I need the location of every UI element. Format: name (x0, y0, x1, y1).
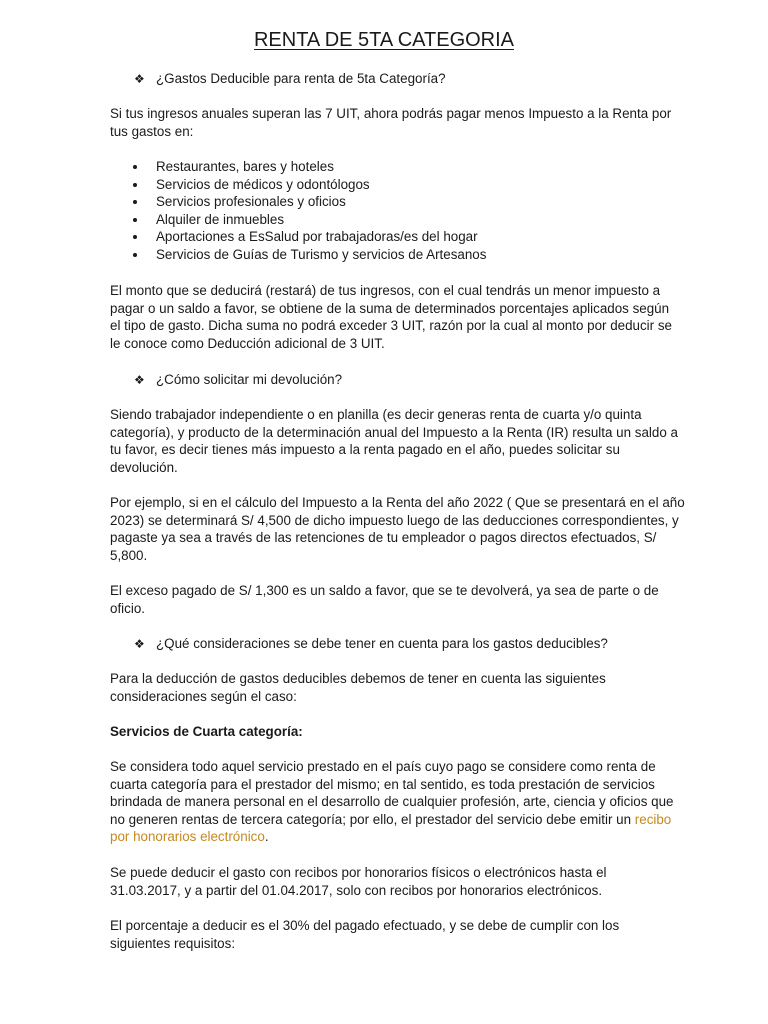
diamond-bullet-icon: ❖ (134, 373, 145, 387)
question-deductible-expenses (134, 70, 446, 89)
fourth-category-paragraph: Se considera todo aquel servicio prestado en el país cuyo pago se considere como renta de cuarta categoría para el prestador del mismo; en tal sentido, es toda prestación de servicios brindada de manera personal en el desarrollo de cualquier profesión, arte, ciencia y oficios que no generen rentas de tercera categoría; por ello, el prestador del servicio debe emitir un recibo por honorarios electrónico. (110, 759, 674, 845)
bullet-icon (133, 235, 137, 239)
worker-refund-paragraph: Siendo trabajador independiente o en planilla (es decir generas renta de cuarta y/o quinta categoría), y producto de la determinación anual del Impuesto a la Renta (IR) resulta un saldo a tu favor, es decir tienes más impuesto a la renta pagado en el año, puedes solicitar su devolución. (110, 407, 678, 475)
page-title: RENTA DE 5TA CATEGORIA (253, 29, 515, 51)
list-item: Servicios de médicos y odontólogos (133, 176, 486, 194)
list-item: Servicios de Guías de Turismo y servicios de Artesanos (133, 246, 486, 264)
question-considerations (134, 635, 608, 654)
percentage-paragraph: El porcentaje a deducir es el 30% del pagado efectuado, y se debe de cumplir con los siguientes requisitos: (110, 918, 620, 951)
deduction-amount-paragraph: El monto que se deducirá (restará) de tus ingresos, con el cual tendrás un menor impuesto a pagar o un saldo a favor, se obtiene de la suma de determinados porcentajes aplicados según el tipo de gasto. Dicha suma no podrá exceder 3 UIT, razón por la cual al monto por deducir se le conoce como Deducción adicional de 3 UIT. (110, 283, 672, 351)
electronic-receipt-link[interactable]: recibo por honorarios electrónico (110, 811, 672, 845)
question-text: ¿Gastos Deducible para renta de 5ta Categoría? (156, 71, 446, 86)
list-item: Servicios profesionales y oficios (133, 193, 486, 211)
bullet-icon (133, 165, 137, 169)
list-item: Alquiler de inmuebles (133, 211, 486, 229)
excess-paragraph: El exceso pagado de S/ 1,300 es un saldo a favor, que se te devolverá, ya sea de parte o de oficio. (110, 583, 659, 616)
bullet-icon (133, 218, 137, 222)
considerations-paragraph: Para la deducción de gastos deducibles debemos de tener en cuenta las siguientes consideraciones según el caso: (110, 671, 606, 704)
bullet-icon (133, 253, 137, 257)
subheading-fourth-category: Servicios de Cuarta categoría: (110, 724, 303, 739)
diamond-bullet-icon: ❖ (134, 637, 145, 651)
diamond-bullet-icon: ❖ (134, 72, 145, 86)
example-paragraph: Por ejemplo, si en el cálculo del Impuesto a la Renta del año 2022 ( Que se presentará en el año 2023) se determinará S/ 4,500 de dicho impuesto luego de las deducciones correspondientes, y pagaste ya sea a través de las retenciones de tu empleador o pagos directos efectuados, S/ 5,800. (110, 495, 685, 563)
question-text: ¿Cómo solicitar mi devolución? (156, 372, 343, 387)
intro-paragraph: Si tus ingresos anuales superan las 7 UIT, ahora podrás pagar menos Impuesto a la Renta por tus gastos en: (110, 106, 672, 139)
expense-list (133, 158, 486, 264)
question-text: ¿Qué consideraciones se debe tener en cuenta para los gastos deducibles? (156, 636, 608, 651)
question-refund-request (134, 371, 342, 390)
list-item: Aportaciones a EsSalud por trabajadoras/es del hogar (133, 228, 486, 246)
bullet-icon (133, 200, 137, 204)
bullet-icon (133, 183, 137, 187)
receipts-paragraph: Se puede deducir el gasto con recibos por honorarios físicos o electrónicos hasta el 31.03.2017, y a partir del 01.04.2017, solo con recibos por honorarios electrónicos. (110, 865, 607, 898)
list-item: Restaurantes, bares y hoteles (133, 158, 486, 176)
